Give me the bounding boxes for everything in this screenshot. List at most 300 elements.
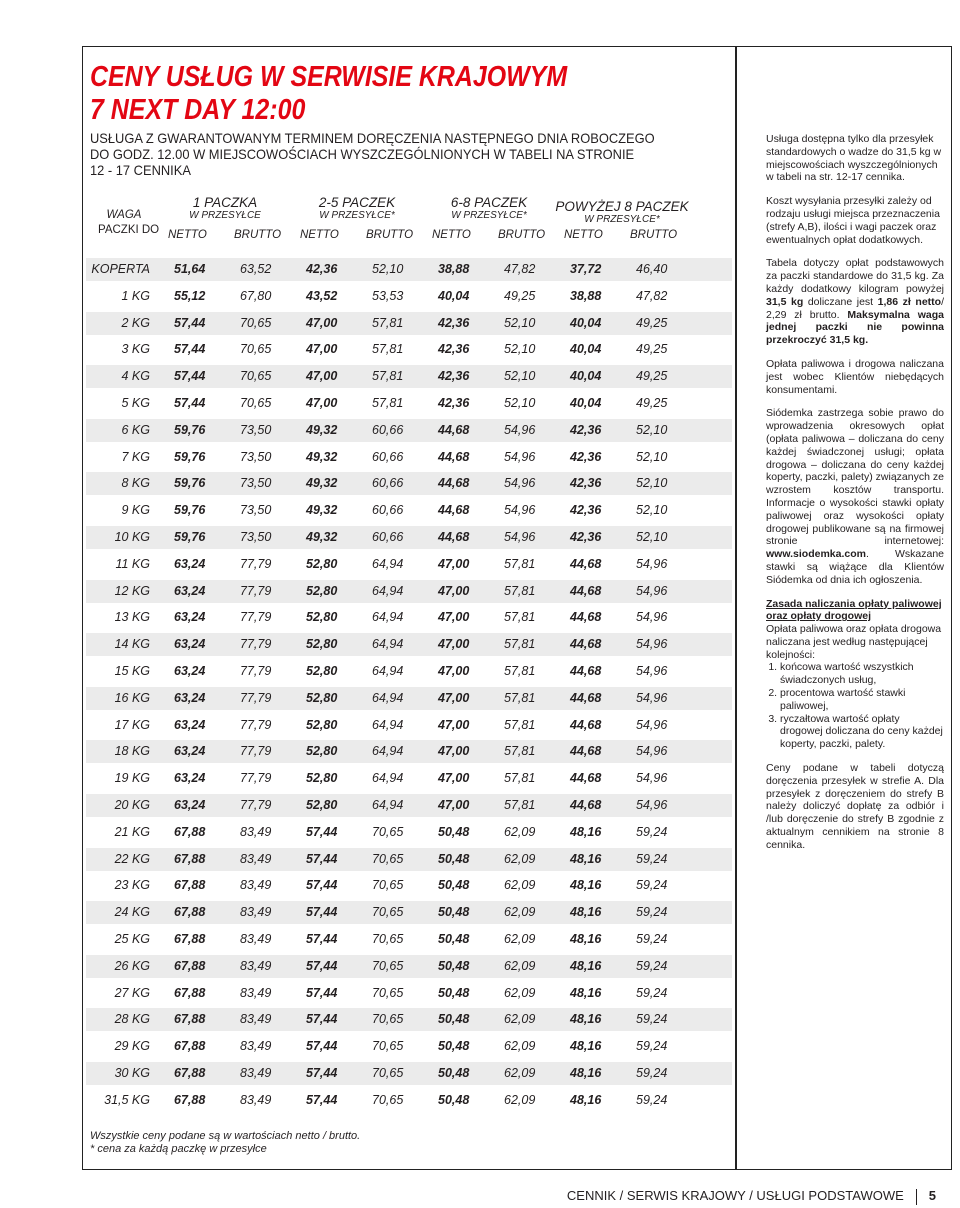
brutto-price-cell: 62,09 [504, 905, 536, 920]
service-description: USŁUGA Z GWARANTOWANYM TERMINEM DORĘCZENIA NASTĘPNEGO DNIA ROBOCZEGO DO GODZ. 12.00 W MIEJSCOWOŚCIACH WYSZCZEGÓLNIONYCH W TABELI NA STRONIE 12 - 17 CENNIKA [90, 130, 655, 178]
rules-list-item: 3. ryczałtowa wartość opłaty drogowej doliczana do ceny każdej koperty, paczki, palety. [780, 713, 944, 751]
brutto-price-cell: 83,49 [240, 1012, 272, 1027]
netto-price-cell: 67,88 [174, 1092, 206, 1107]
brutto-price-cell: 52,10 [504, 342, 536, 357]
brutto-price-cell: 53,53 [372, 288, 404, 303]
netto-price-cell: 52,80 [306, 556, 338, 571]
brutto-price-cell: 70,65 [372, 905, 404, 920]
brutto-price-cell: 49,25 [636, 396, 668, 410]
netto-price-cell: 47,00 [438, 583, 470, 598]
netto-price-cell: 44,68 [570, 690, 602, 705]
brutto-price-cell: 57,81 [504, 690, 536, 705]
brutto-price-cell: 54,96 [636, 637, 668, 652]
netto-price-cell: 49,32 [306, 422, 338, 437]
netto-price-cell: 57,44 [306, 1092, 338, 1107]
brutto-price-cell: 52,10 [636, 422, 668, 437]
netto-price-cell: 67,88 [174, 1039, 206, 1054]
note-surcharges: Siódemka zastrzega sobie prawo do wprowadzenia okresowych opłat (opłata paliwowa – doliczana do ceny każdej świadczonej usługi; opłata drogowa – doliczana do ceny każdej koperty, paczki, palety) związanych ze wzrostem kosztów transportu. Informacje o wysokości stawki opłaty paliwowej oraz wysokości opłaty drogowej publikowane są na firmowej stronie internetowej: www.siodemka.com. Wskazane stawki są wiążące dla Klientów Siódemka od dnia ich ogłoszenia. [766, 407, 944, 586]
netto-price-cell: 63,24 [174, 583, 206, 598]
brutto-price-cell: 62,09 [504, 851, 536, 866]
netto-column-header: NETTO [300, 229, 339, 241]
netto-price-cell: 67,88 [174, 905, 206, 920]
netto-price-cell: 59,76 [174, 530, 206, 544]
netto-price-cell: 48,16 [570, 932, 602, 946]
table-row [86, 312, 732, 335]
netto-price-cell: 50,48 [438, 878, 470, 893]
netto-price-cell: 42,36 [570, 530, 602, 544]
netto-price-cell: 57,44 [174, 315, 206, 330]
netto-price-cell: 40,04 [570, 369, 602, 384]
weight-cell: 25 KG [114, 932, 150, 946]
weight-cell: 22 KG [114, 851, 150, 866]
brutto-price-cell: 54,96 [504, 530, 536, 544]
brutto-price-cell: 57,81 [372, 369, 404, 384]
table-row [86, 526, 732, 549]
brutto-price-cell: 57,81 [504, 610, 536, 625]
netto-price-cell: 38,88 [438, 262, 470, 276]
netto-price-cell: 52,80 [306, 610, 338, 625]
netto-price-cell: 47,00 [438, 556, 470, 571]
brutto-price-cell: 77,79 [240, 556, 272, 571]
table-row [86, 580, 732, 603]
page-title: CENY USŁUG W SERWISIE KRAJOWYM [90, 61, 568, 93]
brutto-price-cell: 57,81 [504, 798, 536, 812]
table-row [86, 258, 732, 281]
netto-price-cell: 42,36 [570, 476, 602, 491]
brutto-price-cell: 49,25 [636, 342, 668, 357]
brutto-column-header: BRUTTO [366, 229, 414, 241]
brutto-price-cell: 77,79 [240, 664, 272, 678]
netto-price-cell: 44,68 [570, 798, 602, 812]
brutto-price-cell: 77,79 [240, 717, 272, 732]
netto-price-cell: 42,36 [570, 422, 602, 437]
table-row [86, 1062, 732, 1085]
netto-price-cell: 47,00 [306, 396, 338, 410]
brutto-price-cell: 57,81 [504, 717, 536, 732]
rules-list [766, 661, 944, 751]
netto-price-cell: 67,88 [174, 824, 206, 839]
netto-price-cell: 37,72 [570, 262, 602, 276]
netto-price-cell: 57,44 [174, 396, 206, 410]
table-row [86, 365, 732, 388]
brutto-price-cell: 70,65 [372, 851, 404, 866]
brutto-price-cell: 54,96 [636, 690, 668, 705]
weight-cell: 4 KG [121, 369, 150, 384]
weight-cell: 19 KG [114, 771, 150, 786]
brutto-price-cell: 77,79 [240, 637, 272, 652]
brutto-price-cell: 73,50 [240, 503, 272, 518]
netto-price-cell: 47,00 [306, 342, 338, 357]
brutto-price-cell: 70,65 [372, 985, 404, 1000]
brutto-price-cell: 60,66 [372, 422, 404, 437]
weight-cell: 30 KG [114, 1066, 150, 1080]
brutto-price-cell: 57,81 [504, 744, 536, 759]
table-row [86, 392, 732, 415]
netto-price-cell: 63,24 [174, 637, 206, 652]
weight-cell: 31,5 KG [104, 1092, 150, 1107]
brutto-price-cell: 73,50 [240, 530, 272, 544]
weight-cell: 14 KG [114, 637, 150, 652]
sidebar-notes [766, 133, 944, 863]
brutto-price-cell: 70,65 [372, 932, 404, 946]
brutto-price-cell: 64,94 [372, 690, 404, 705]
netto-price-cell: 49,32 [306, 503, 338, 518]
brutto-price-cell: 64,94 [372, 744, 404, 759]
netto-price-cell: 57,44 [306, 985, 338, 1000]
netto-price-cell: 52,80 [306, 664, 338, 678]
netto-price-cell: 47,00 [438, 664, 470, 678]
brutto-price-cell: 52,10 [372, 262, 404, 276]
netto-price-cell: 52,80 [306, 583, 338, 598]
brutto-price-cell: 64,94 [372, 610, 404, 625]
weight-cell: 9 KG [121, 503, 150, 518]
table-row [86, 472, 732, 495]
brutto-price-cell: 83,49 [240, 824, 272, 839]
weight-cell: 7 KG [121, 449, 150, 464]
table-row [86, 606, 732, 629]
netto-price-cell: 48,16 [570, 985, 602, 1000]
table-row [86, 874, 732, 897]
netto-price-cell: 48,16 [570, 824, 602, 839]
netto-price-cell: 42,36 [570, 449, 602, 464]
table-row [86, 553, 732, 576]
netto-price-cell: 63,24 [174, 664, 206, 678]
table-row [86, 499, 732, 522]
netto-price-cell: 50,48 [438, 932, 470, 946]
brutto-price-cell: 60,66 [372, 503, 404, 518]
weight-cell: 12 KG [114, 583, 150, 598]
netto-price-cell: 47,00 [306, 369, 338, 384]
netto-price-cell: 44,68 [570, 664, 602, 678]
brutto-price-cell: 67,80 [240, 288, 272, 303]
netto-price-cell: 44,68 [570, 556, 602, 571]
brutto-price-cell: 54,96 [636, 583, 668, 598]
weight-cell: 17 KG [114, 717, 150, 732]
netto-price-cell: 44,68 [570, 637, 602, 652]
brutto-price-cell: 62,09 [504, 878, 536, 893]
brutto-price-cell: 57,81 [504, 771, 536, 786]
netto-price-cell: 63,24 [174, 610, 206, 625]
weight-cell: 10 KG [114, 530, 150, 544]
netto-column-header: NETTO [168, 229, 207, 241]
netto-price-cell: 52,80 [306, 717, 338, 732]
netto-price-cell: 48,16 [570, 1066, 602, 1080]
brutto-price-cell: 49,25 [636, 369, 668, 384]
netto-price-cell: 44,68 [438, 530, 470, 544]
brutto-price-cell: 59,24 [636, 1012, 668, 1027]
netto-price-cell: 50,48 [438, 851, 470, 866]
brutto-price-cell: 52,10 [636, 449, 668, 464]
brutto-price-cell: 49,25 [504, 288, 536, 303]
brutto-price-cell: 70,65 [372, 1039, 404, 1054]
weight-cell: 13 KG [114, 610, 150, 625]
brutto-price-cell: 54,96 [504, 422, 536, 437]
brutto-price-cell: 70,65 [372, 1066, 404, 1080]
brutto-price-cell: 54,96 [636, 744, 668, 759]
table-row [86, 821, 732, 844]
netto-price-cell: 49,32 [306, 530, 338, 544]
brutto-price-cell: 52,10 [636, 476, 668, 491]
netto-price-cell: 57,44 [306, 851, 338, 866]
table-row [86, 285, 732, 308]
page-footer [567, 1188, 936, 1205]
note-weight: Tabela dotyczy opłat podstawowych za paczki standardowe do 31,5 kg. Za każdy dodatkowy kilogram powyżej 31,5 kg doliczane jest 1,86 zł netto/ 2,29 zł brutto. Maksymalna waga jednej paczki nie powinna przekroczyć 31,5 kg. [766, 257, 944, 347]
netto-price-cell: 63,24 [174, 717, 206, 732]
netto-price-cell: 57,44 [306, 1012, 338, 1027]
netto-price-cell: 67,88 [174, 1066, 206, 1080]
netto-price-cell: 67,88 [174, 1012, 206, 1027]
netto-price-cell: 47,00 [438, 771, 470, 786]
brutto-price-cell: 59,24 [636, 905, 668, 920]
netto-price-cell: 48,16 [570, 1092, 602, 1107]
netto-price-cell: 48,16 [570, 905, 602, 920]
footnotes: Wszystkie ceny podane są w wartościach netto / brutto. * cena za każdą paczkę w przesyłce [90, 1130, 361, 1155]
netto-price-cell: 44,68 [438, 449, 470, 464]
netto-price-cell: 50,48 [438, 1039, 470, 1054]
netto-price-cell: 52,80 [306, 798, 338, 812]
group-title: 2-5 PACZEK [318, 195, 396, 210]
brutto-price-cell: 73,50 [240, 476, 272, 491]
brutto-price-cell: 59,24 [636, 1066, 668, 1080]
brutto-price-cell: 64,94 [372, 556, 404, 571]
brutto-price-cell: 64,94 [372, 717, 404, 732]
netto-price-cell: 50,48 [438, 905, 470, 920]
netto-price-cell: 42,36 [306, 262, 338, 276]
brutto-price-cell: 59,24 [636, 851, 668, 866]
netto-price-cell: 57,44 [306, 1066, 338, 1080]
weight-cell: 5 KG [121, 396, 150, 410]
weight-cell: 27 KG [114, 985, 150, 1000]
brutto-price-cell: 52,10 [504, 396, 536, 410]
brutto-price-cell: 70,65 [240, 342, 272, 357]
table-row [86, 1035, 732, 1058]
netto-price-cell: 48,16 [570, 958, 602, 973]
brutto-price-cell: 70,65 [240, 396, 272, 410]
rules-list-item: 1. końcowa wartość wszystkich świadczonych usług, [780, 661, 944, 687]
brutto-price-cell: 60,66 [372, 449, 404, 464]
netto-price-cell: 63,24 [174, 556, 206, 571]
brutto-price-cell: 59,24 [636, 1092, 668, 1107]
note-rules-intro: Opłata paliwowa oraz opłata drogowa naliczana jest według następującej kolejności: [766, 623, 942, 661]
brutto-price-cell: 52,10 [636, 530, 668, 544]
brutto-price-cell: 64,94 [372, 664, 404, 678]
brutto-price-cell: 62,09 [504, 932, 536, 946]
weight-cell: 24 KG [114, 905, 150, 920]
table-row [86, 419, 732, 442]
weight-cell: 28 KG [114, 1012, 150, 1027]
note-availability: Usługa dostępna tylko dla przesyłek standardowych o wadze do 31,5 kg w miejscowościach wyszczególnionych w tabeli na str. 12-17 cennika. [766, 133, 942, 184]
netto-price-cell: 44,68 [438, 476, 470, 491]
weight-cell: 29 KG [114, 1039, 150, 1054]
netto-price-cell: 40,04 [570, 396, 602, 410]
brutto-price-cell: 83,49 [240, 851, 272, 866]
netto-price-cell: 44,68 [438, 503, 470, 518]
brutto-price-cell: 54,96 [504, 476, 536, 491]
netto-price-cell: 52,80 [306, 744, 338, 759]
brutto-price-cell: 54,96 [636, 798, 668, 812]
brutto-price-cell: 59,24 [636, 878, 668, 893]
netto-price-cell: 48,16 [570, 1012, 602, 1027]
brutto-price-cell: 83,49 [240, 905, 272, 920]
netto-price-cell: 44,68 [570, 717, 602, 732]
netto-price-cell: 67,88 [174, 878, 206, 893]
note-rules-title: Zasada naliczania opłaty paliwowej oraz opłaty drogowej [766, 597, 942, 623]
netto-price-cell: 44,68 [570, 744, 602, 759]
netto-price-cell: 50,48 [438, 1012, 470, 1027]
brutto-price-cell: 77,79 [240, 610, 272, 625]
table-row [86, 1008, 732, 1031]
brutto-price-cell: 64,94 [372, 583, 404, 598]
netto-price-cell: 48,16 [570, 1039, 602, 1054]
brutto-price-cell: 47,82 [636, 288, 668, 303]
brutto-price-cell: 83,49 [240, 1066, 272, 1080]
brutto-price-cell: 77,79 [240, 690, 272, 705]
group-subtitle: W PRZESYŁCE* [451, 210, 527, 221]
netto-price-cell: 50,48 [438, 958, 470, 973]
weight-cell: 23 KG [114, 878, 150, 893]
netto-price-cell: 42,36 [438, 396, 470, 410]
brutto-price-cell: 59,24 [636, 824, 668, 839]
brutto-price-cell: 62,09 [504, 1039, 536, 1054]
rules-list-item: 2. procentowa wartość stawki paliwowej, [780, 687, 944, 713]
netto-price-cell: 40,04 [438, 288, 470, 303]
brutto-price-cell: 70,65 [240, 315, 272, 330]
netto-price-cell: 42,36 [570, 503, 602, 518]
weight-cell: 26 KG [114, 958, 150, 973]
brutto-price-cell: 57,81 [504, 583, 536, 598]
brutto-price-cell: 59,24 [636, 985, 668, 1000]
netto-column-header: NETTO [564, 229, 603, 241]
brutto-price-cell: 59,24 [636, 932, 668, 946]
netto-price-cell: 51,64 [174, 262, 206, 276]
table-row [86, 767, 732, 790]
netto-price-cell: 63,24 [174, 690, 206, 705]
weight-cell: 21 KG [114, 824, 150, 839]
brutto-price-cell: 57,81 [504, 637, 536, 652]
brutto-price-cell: 52,10 [504, 369, 536, 384]
brutto-price-cell: 49,25 [636, 315, 668, 330]
brutto-price-cell: 59,24 [636, 1039, 668, 1054]
brutto-price-cell: 83,49 [240, 1039, 272, 1054]
page-number: 5 [928, 1188, 936, 1203]
brutto-price-cell: 57,81 [372, 342, 404, 357]
brutto-price-cell: 70,65 [372, 1092, 404, 1107]
website-link[interactable]: www.siodemka.com [766, 548, 866, 561]
netto-price-cell: 40,04 [570, 315, 602, 330]
netto-price-cell: 67,88 [174, 958, 206, 973]
brutto-price-cell: 63,52 [240, 262, 272, 276]
group-title: POWYŻEJ 8 PACZEK [555, 199, 689, 214]
brutto-column-header: BRUTTO [498, 229, 546, 241]
note-cost: Koszt wysyłania przesyłki zależy od rodzaju usługi miejsca przeznaczenia (strefy A,B), ilości i wagi paczek oraz ewentualnych opłat dodatkowych. [766, 195, 940, 246]
brutto-price-cell: 77,79 [240, 744, 272, 759]
netto-price-cell: 40,04 [570, 342, 602, 357]
column-divider [735, 46, 737, 1170]
netto-price-cell: 44,68 [570, 583, 602, 598]
netto-price-cell: 47,00 [438, 690, 470, 705]
weight-cell: 16 KG [114, 690, 150, 705]
brutto-price-cell: 47,82 [504, 262, 536, 276]
brutto-price-cell: 62,09 [504, 985, 536, 1000]
netto-price-cell: 59,76 [174, 476, 206, 491]
brutto-price-cell: 62,09 [504, 1092, 536, 1107]
netto-price-cell: 59,76 [174, 449, 206, 464]
brutto-price-cell: 54,96 [636, 556, 668, 571]
netto-price-cell: 38,88 [570, 288, 602, 303]
netto-price-cell: 48,16 [570, 851, 602, 866]
brutto-price-cell: 77,79 [240, 771, 272, 786]
netto-price-cell: 52,80 [306, 690, 338, 705]
brutto-price-cell: 64,94 [372, 798, 404, 812]
netto-price-cell: 47,00 [438, 798, 470, 812]
note-zones: Ceny podane w tabeli dotyczą doręczenia przesyłek w strefie A. Dla przesyłek z doręczeniem do strefy B należy doliczyć dopłatę za odbiór i /lub doręczenie do strefy B zgodnie z aktualnym cennikiem na stronie 8 cennika. [766, 762, 944, 851]
netto-price-cell: 44,68 [570, 610, 602, 625]
table-row [86, 928, 732, 951]
table-row [86, 446, 732, 469]
netto-price-cell: 50,48 [438, 824, 470, 839]
brutto-price-cell: 46,40 [636, 262, 668, 276]
netto-price-cell: 57,44 [306, 932, 338, 946]
netto-price-cell: 43,52 [306, 288, 338, 303]
netto-price-cell: 63,24 [174, 771, 206, 786]
brutto-column-header: BRUTTO [630, 229, 678, 241]
brutto-price-cell: 83,49 [240, 958, 272, 973]
brutto-price-cell: 73,50 [240, 422, 272, 437]
netto-price-cell: 67,88 [174, 932, 206, 946]
netto-price-cell: 50,48 [438, 1066, 470, 1080]
weight-cell: 2 KG [121, 315, 150, 330]
netto-price-cell: 57,44 [306, 878, 338, 893]
brutto-price-cell: 59,24 [636, 958, 668, 973]
netto-price-cell: 67,88 [174, 985, 206, 1000]
table-row [86, 687, 732, 710]
brutto-price-cell: 52,10 [636, 503, 668, 518]
brutto-price-cell: 70,65 [372, 824, 404, 839]
table-row [86, 955, 732, 978]
weight-cell: 3 KG [121, 342, 150, 357]
brutto-price-cell: 57,81 [504, 664, 536, 678]
group-title: 1 PACZKA [192, 195, 258, 210]
netto-column-header: NETTO [432, 229, 471, 241]
netto-price-cell: 59,76 [174, 503, 206, 518]
netto-price-cell: 50,48 [438, 985, 470, 1000]
netto-price-cell: 55,12 [174, 288, 206, 303]
brutto-price-cell: 64,94 [372, 771, 404, 786]
netto-price-cell: 52,80 [306, 637, 338, 652]
weight-cell: 6 KG [121, 422, 150, 437]
weight-cell: 18 KG [114, 744, 150, 759]
brutto-price-cell: 54,96 [636, 771, 668, 786]
netto-price-cell: 67,88 [174, 851, 206, 866]
service-title: 7 NEXT DAY 12:00 [90, 94, 306, 126]
brutto-price-cell: 54,96 [504, 503, 536, 518]
netto-price-cell: 49,32 [306, 449, 338, 464]
brutto-price-cell: 60,66 [372, 476, 404, 491]
brutto-price-cell: 57,81 [372, 396, 404, 410]
netto-price-cell: 44,68 [570, 771, 602, 786]
netto-price-cell: 42,36 [438, 315, 470, 330]
brutto-price-cell: 62,09 [504, 1012, 536, 1027]
table-row [86, 982, 732, 1005]
table-row [86, 740, 732, 763]
brutto-price-cell: 83,49 [240, 878, 272, 893]
table-row [86, 714, 732, 737]
group-subtitle: W PRZESYŁCE* [319, 210, 395, 221]
brutto-price-cell: 64,94 [372, 637, 404, 652]
weight-header-sub: PACZKI DO [98, 224, 160, 236]
netto-price-cell: 47,00 [438, 744, 470, 759]
brutto-price-cell: 70,65 [372, 1012, 404, 1027]
